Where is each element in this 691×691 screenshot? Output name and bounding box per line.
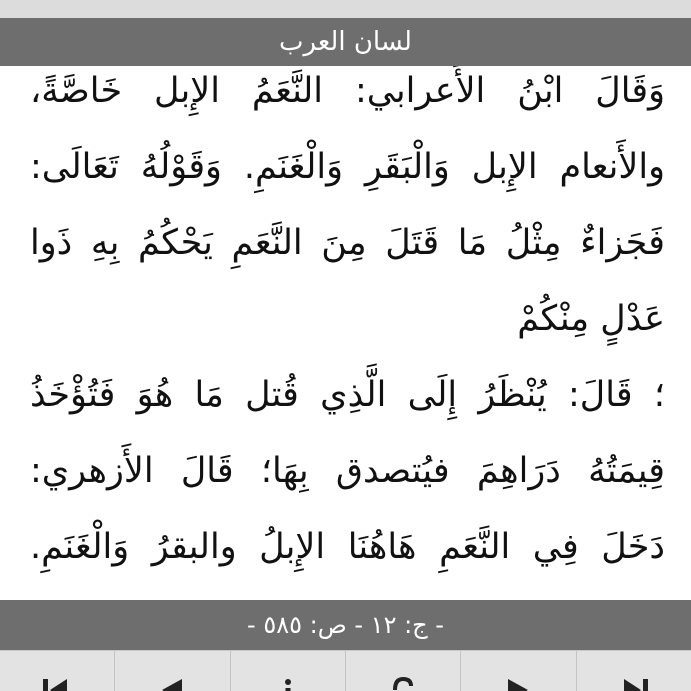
help-button[interactable] (346, 651, 461, 691)
article-content[interactable] (0, 66, 691, 600)
previous-page-button[interactable] (115, 651, 230, 691)
text-line: دَخَلَ فِي النَّعَمِ هَاهُنَا الإِبلُ والبقرُ وَالْغَنَمِ. (30, 527, 665, 567)
app-title: لسان العرب (279, 27, 412, 57)
next-icon (498, 671, 538, 691)
text-line: والأَنعام الإِبل وَالْبَقَرِ وَالْغَنَمِ. وَقَوْلُهُ تَعَالَى: (30, 147, 665, 187)
text-line: فَجَزاءٌ مِثْلُ مَا قَتَلَ مِنَ النَّعَمِ يَحْكُمُ بِهِ ذَوا (30, 223, 665, 263)
bottom-toolbar (0, 650, 691, 691)
previous-icon (152, 671, 192, 691)
next-page-button[interactable] (461, 651, 576, 691)
title-bar (0, 18, 691, 66)
first-page-button[interactable] (0, 651, 115, 691)
top-strip (0, 0, 691, 18)
last-page-button[interactable] (577, 651, 691, 691)
help-icon (383, 671, 423, 691)
text-line: عَدْلٍ مِنْكُمْ (517, 299, 665, 339)
skip-last-icon (614, 671, 654, 691)
page-indicator: - ج: ١٢ - ص: ٥٨٥ - (247, 611, 444, 639)
skip-first-icon (37, 671, 77, 691)
text-line: وَقَالَ ابْنُ الأَعرابي: النَّعَمُ الإِبل خَاصَّةً، (30, 71, 665, 111)
page-indicator-bar (0, 600, 691, 650)
text-line: ؛ قَالَ: يُنْظَرُ إِلَى الَّذِي قُتل مَا هُوَ فَتُؤْخَذُ (30, 375, 665, 415)
info-icon (268, 671, 308, 691)
info-button[interactable] (231, 651, 346, 691)
text-line: قِيمَتُهُ دَرَاهِمَ فيُتصدق بِهَا؛ قَالَ الأَزهري: (30, 451, 665, 491)
